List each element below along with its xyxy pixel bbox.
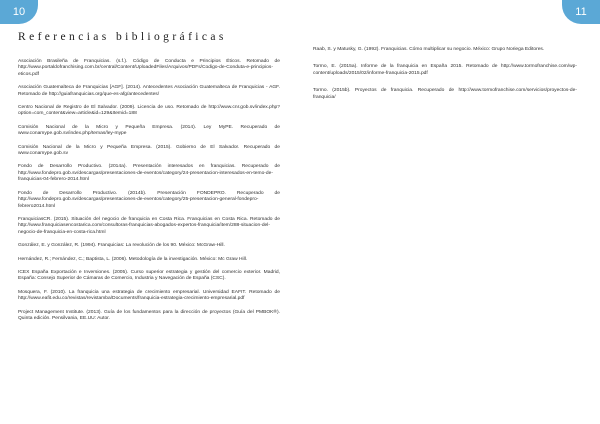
reference-entry: Tormo. (2015b). Proyectos de franquicia. Recuperado de http://www.tormofranchise.com/servicios/proyectos-de-franquicia/ (313, 88, 577, 100)
page-title: Referencias bibliográficas (18, 31, 227, 43)
reference-entry: Asociación Brasileña de Franquicias. (s.f.). Código de Conducta e Principios Éticos. Retomado de http://www.portaldofranchising.com.br/central/Content/UploadedFiles/Arquivos/PDFs/Codigo-de-Conduta-e-principios-eticos.pdf (18, 59, 280, 77)
reference-list-left (18, 59, 280, 329)
reference-entry: ICEX España Exportación e Inversiones. (2005). Curso superior estrategia y gestión del comercio exterior. Madrid, España: Consejo Superior de Cámaras de Comercio, Industria y Navegación de España (CSC). (18, 269, 280, 282)
reference-entry: FranquiciasCR. (2015). Situación del negocio de franquicia en Costa Rica. Franquicias en Costa Rica. Retomado de http://www.franquiciasencostarica.com/consultoras-franquicias-abogados-expertos-franquicia/item/288-situacion-del-negocio-de-franquicia-en-costa-rica.html (18, 216, 280, 235)
reference-entry: Fondo de Desarrollo Productivo. (2014b). Presentación FONDEPRO. Recuperado de http://www.fondepro.gob.sv/descargas/presentaciones-de-eventos/category/25-presentacion-general-fondepro-febrero2014.html (18, 190, 280, 209)
reference-entry: Mosquera, F. (2010). La franquicia una estrategia de crecimiento empresarial. Universidad EAFIT. Retomado de http://www.eafit.edu.co/revistas/revistamba/Documents/franquicia-estrategia-crecimiento-empresarial.pdf (18, 289, 280, 302)
page-number-badge-right: 11 (562, 0, 600, 24)
reference-entry: Comisión Nacional de la Micro y Pequeña Empresa. (2014). Ley MyPE. Recuperado de www.conamype.gob.sv/index.php/temas/ley-mype (18, 124, 280, 137)
reference-entry: Tormo, E. (2015a). Informe de la franquicia en España 2015. Retomado de http://www.tormofranchise.com/wp-content/uploads/2015/02/informe-franquicia-2015.pdf (313, 64, 577, 76)
reference-entry: González, E. y González, R. (1994). Franquicias: La revolución de los 90. México: McGraw-Hill. (18, 243, 225, 249)
reference-entry: Comisión Nacional de la Micro y Pequeña Empresa. (2015). Gobierno de El Salvador. Recuperado de www.conamype.gob.sv (18, 144, 280, 157)
reference-entry: Asociación Guatemalteca de Franquicias [AGF]. (2014). Antecedentes Asociación Guatemalteca de Franquicias - AGF. Retomado de http://guiafranquicias.org/que-es-afg/antecedentes/ (18, 85, 280, 97)
right-page (300, 0, 600, 424)
page-number-badge-left: 10 (0, 0, 38, 24)
reference-entry: Centro Nacional de Registro de El Salvador. (2009). Licencia de uso. Retomado de http://www.cnr.gob.sv/index.php?option=com_content&view=article&id=129&Itemid=188 (18, 105, 280, 117)
reference-entry: Fondo de Desarrollo Productivo. (2014a). Presentación interesados en franquicias. Recuperado de http://www.fondepro.gob.sv/descargas/presentaciones-de-eventos/category/24-presentacion-interesados-en-temo-de-franquicias-04-febrero-2014.html (18, 164, 280, 183)
reference-entry: Hernández, R.; Fernández, C.; Baptista, L. (2006). Metodología de la investigación. México: Mc Graw Hill. (18, 256, 248, 262)
reference-entry: Raab, S. y Matusky, G. (1992). Franquicias. Cómo multiplicar su negocio. México: Grupo Noriega Editores. (313, 47, 545, 52)
reference-list-right (313, 47, 577, 112)
reference-entry: Project Management Institute. (2013). Guía de los fundamentos para la dirección de proyectos (Guía del PMBOK®). Quinta edición. Pensilvania, EE.UU: Autor. (18, 309, 280, 321)
